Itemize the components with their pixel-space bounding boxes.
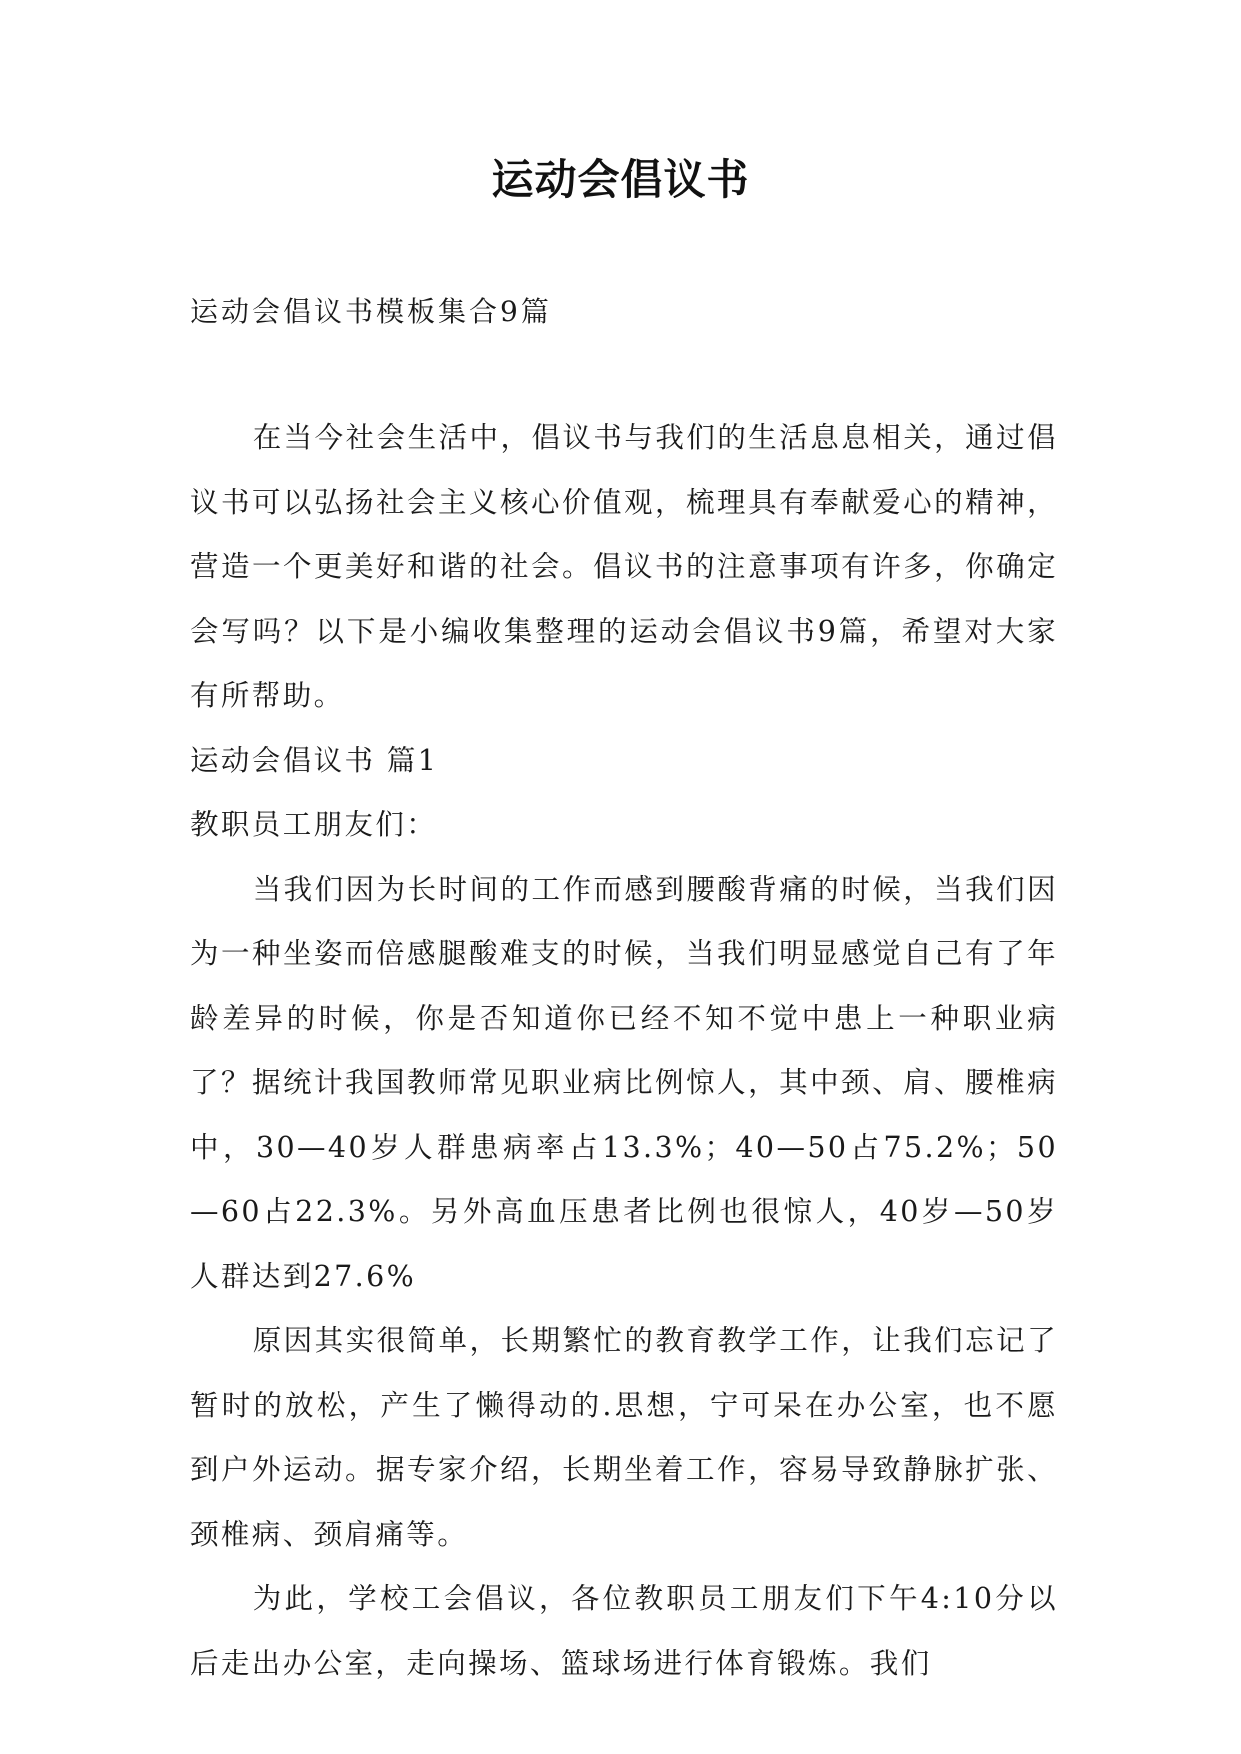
document-body <box>190 406 1058 1696</box>
body-paragraph: 当我们因为长时间的工作而感到腰酸背痛的时候，当我们因为一种坐姿而倍感腿酸难支的时候，当我们明显感觉自己有了年龄差异的时候，你是否知道你已经不知不觉中患上一种职业病了？据统计我国教师常见职业病比例惊人，其中颈、肩、腰椎病中，30—40岁人群患病率占13.3%；40—50占75.2%；50—60占22.3%。另外高血压患者比例也很惊人，40岁—50岁人群达到27.6% <box>190 872 1058 1293</box>
document-subtitle: 运动会倡议书模板集合9篇 <box>190 295 552 328</box>
section-heading: 运动会倡议书 篇1 <box>190 743 439 777</box>
intro-paragraph: 在当今社会生活中，倡议书与我们的生活息息相关，通过倡议书可以弘扬社会主义核心价值观，梳理具有奉献爱心的精神，营造一个更美好和谐的社会。倡议书的注意事项有许多，你确定会写吗？以下是小编收集整理的运动会倡议书9篇，希望对大家有所帮助。 <box>190 421 1058 712</box>
document-title: 运动会倡议书 <box>491 155 750 204</box>
body-paragraph: 原因其实很简单，长期繁忙的教育教学工作，让我们忘记了暂时的放松，产生了懒得动的.思想，宁可呆在办公室，也不愿到户外运动。据专家介绍，长期坐着工作，容易导致静脉扩张、颈椎病、颈肩痛等。 <box>190 1324 1058 1551</box>
body-paragraph: 为此，学校工会倡议，各位教职员工朋友们下午4:10分以后走出办公室，走向操场、篮球场进行体育锻炼。我们 <box>190 1582 1058 1680</box>
salutation: 教职员工朋友们： <box>190 808 438 841</box>
